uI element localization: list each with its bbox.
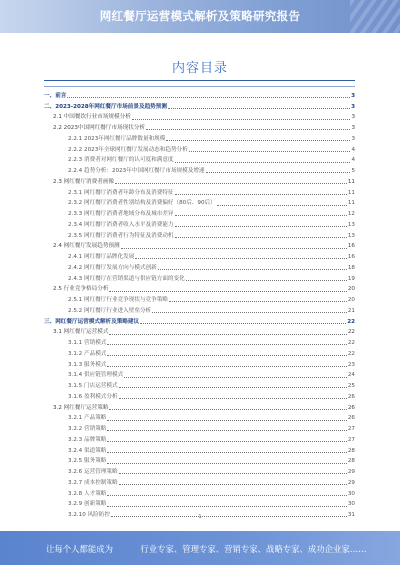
toc-entry-page: 31 — [347, 512, 355, 518]
toc-leader-dots — [217, 205, 347, 206]
toc-entry-title: 2.5 行业竞争格局分析 — [53, 286, 109, 293]
toc-entry-page: 26 — [347, 393, 355, 400]
page-footer — [0, 531, 400, 565]
toc-entry[interactable] — [44, 326, 355, 337]
toc-entry-title: 3.1.2 产品模式 — [68, 350, 107, 357]
toc-entry-page: 22 — [347, 329, 355, 336]
toc-entry[interactable] — [44, 283, 355, 294]
toc-entry-page: 11 — [347, 189, 355, 196]
toc-entry-page: 25 — [347, 383, 355, 389]
toc-leader-dots — [175, 215, 347, 216]
toc-leader-dots — [175, 237, 347, 238]
toc-entry[interactable] — [44, 121, 355, 132]
toc-entry-page: 30 — [347, 490, 355, 497]
toc-entry-page: 3 — [351, 125, 355, 131]
toc-entry-page: 26 — [347, 415, 355, 422]
toc-entry[interactable] — [44, 164, 355, 175]
toc-entry-page: 3 — [351, 135, 355, 142]
toc-entry-page: 28 — [347, 447, 355, 454]
table-of-contents — [44, 89, 355, 519]
toc-entry[interactable] — [44, 379, 355, 390]
toc-entry[interactable] — [44, 250, 355, 261]
toc-entry-page: 18 — [347, 264, 355, 271]
toc-entry-title: 2.3.2 网红餐厅消费者性别结构及消费偏好（80后、90后） — [68, 200, 216, 207]
toc-entry[interactable] — [44, 347, 355, 358]
toc-entry-title: 2.3.4 网红餐厅消费者收入水平及消费能力 — [68, 221, 174, 228]
toc-entry-page: 11 — [347, 200, 355, 207]
toc-entry[interactable] — [44, 498, 355, 509]
toc-entry[interactable] — [44, 261, 355, 272]
toc-entry-title: 3.1.4 供应链管理模式 — [68, 372, 124, 379]
toc-entry-title: 2.4 网红餐厅发展趋势预测 — [53, 243, 120, 250]
toc-entry-page: 3 — [351, 114, 355, 121]
toc-entry[interactable] — [44, 143, 355, 154]
toc-leader-dots — [107, 420, 346, 421]
toc-entry[interactable] — [44, 111, 355, 122]
toc-entry-title: 3.2.3 品牌策略 — [68, 436, 107, 443]
footer-slogan — [46, 543, 390, 555]
toc-entry-title: 2.1 中国餐饮行业市场规模分析 — [53, 114, 131, 121]
toc-entry-page: 21 — [347, 307, 355, 314]
toc-entry-title: 2.2 2023中国网红餐厅市场现状分析 — [53, 125, 146, 131]
toc-entry[interactable] — [44, 304, 355, 315]
toc-entry-page: 3 — [351, 92, 355, 99]
toc-entry[interactable] — [44, 186, 355, 197]
toc-leader-dots — [107, 452, 346, 453]
toc-entry-title: 3.2.5 服务策略 — [68, 458, 107, 465]
toc-entry-title: 3.2.2 营销策略 — [68, 426, 107, 432]
toc-entry-page: 13 — [347, 221, 355, 228]
toc-entry[interactable] — [44, 390, 355, 401]
toc-entry-title: 3.2 网红餐厅运营策略 — [53, 404, 109, 411]
toc-entry-title: 2.4.2 网红餐厅发展方向与模式创新 — [68, 264, 157, 271]
toc-entry[interactable] — [44, 412, 355, 423]
toc-entry-title: 3.1.1 营销模式 — [68, 340, 107, 346]
page-number: 1 — [198, 514, 202, 520]
toc-entry-title: 3.2.10 风险防控 — [68, 512, 110, 518]
toc-entry-title: 3.1.6 盈利模式分析 — [68, 393, 118, 400]
toc-entry-title: 3.2.4 渠道策略 — [68, 447, 107, 454]
toc-entry[interactable] — [44, 100, 355, 111]
toc-leader-dots — [107, 366, 346, 367]
toc-entry[interactable] — [44, 315, 355, 326]
toc-entry-title: 2.3.3 网红餐厅消费者地域分布及城市差异 — [68, 211, 174, 217]
toc-leader-dots — [107, 441, 346, 442]
toc-entry-title: 2.4.3 网红餐厅在营销渠道与供应链方面的变化 — [68, 275, 185, 282]
toc-leader-dots — [168, 108, 350, 109]
toc-entry-title: 3.1.5 门店运营模式 — [68, 383, 118, 389]
toc-entry-page: 29 — [347, 479, 355, 486]
toc-entry[interactable] — [44, 476, 355, 487]
toc-entry-title: 2.3.1 网红餐厅消费者年龄分布及消费特征 — [68, 189, 174, 196]
toc-entry-page: 23 — [347, 361, 355, 368]
footer-left-text: 让每个人都能成为 — [46, 544, 113, 554]
toc-entry-page: 27 — [347, 426, 355, 432]
toc-leader-dots — [135, 258, 347, 259]
toc-entry-page: 4 — [351, 157, 355, 164]
toc-entry-page: 24 — [347, 372, 355, 379]
toc-entry-page: 20 — [347, 297, 355, 303]
toc-entry[interactable] — [44, 229, 355, 240]
toc-entry-page: 5 — [351, 168, 355, 174]
toc-entry[interactable] — [44, 401, 355, 412]
toc-entry-page: 4 — [351, 146, 355, 153]
toc-leader-dots — [158, 269, 347, 270]
toc-entry[interactable] — [44, 369, 355, 380]
toc-top-rule — [44, 80, 355, 81]
toc-leader-dots — [109, 409, 346, 410]
toc-leader-dots — [109, 291, 346, 292]
page-header — [0, 0, 400, 33]
toc-leader-dots — [124, 377, 347, 378]
toc-entry-page: 13 — [347, 232, 355, 239]
toc-entry-title: 3.2.9 创新策略 — [68, 501, 107, 508]
toc-entry-title: 2.2.3 消费者对网红餐厅的认可度和满意度 — [68, 157, 174, 164]
toc-entry-page: 22 — [347, 350, 355, 357]
toc-leader-dots — [132, 119, 351, 120]
toc-entry-page: 3 — [351, 103, 355, 110]
toc-leader-dots — [119, 473, 347, 474]
toc-leader-dots — [109, 334, 346, 335]
toc-entry-page: 27 — [347, 436, 355, 443]
toc-leader-dots — [175, 162, 351, 163]
toc-entry-page: 22 — [347, 340, 355, 346]
toc-entry-title: 三、网红餐厅运营模式解析及策略建议 — [44, 318, 140, 325]
toc-entry[interactable] — [44, 358, 355, 369]
toc-entry-title: 二、2023-2028年网红餐厅市场前景及趋势预测 — [44, 103, 167, 110]
toc-entry-page: 16 — [347, 243, 355, 250]
toc-entry-page: 29 — [347, 469, 355, 475]
toc-entry-title: 3.2.6 运营管理策略 — [68, 469, 118, 475]
toc-leader-dots — [169, 301, 347, 302]
toc-entry-title: 3.1 网红餐厅运营模式 — [53, 329, 109, 336]
toc-entry-page: 19 — [347, 275, 355, 282]
toc-entry[interactable] — [44, 132, 355, 143]
toc-leader-dots — [119, 484, 347, 485]
toc-leader-dots — [107, 506, 346, 507]
toc-entry[interactable] — [44, 422, 355, 433]
toc-entry-title: 2.3.5 网红餐厅消费者行为特征及消费动机 — [68, 232, 174, 239]
toc-entry[interactable] — [44, 444, 355, 455]
toc-entry-title: 3.2.7 成本控制策略 — [68, 479, 118, 486]
toc-entry-page: 30 — [347, 501, 355, 508]
toc-entry[interactable] — [44, 433, 355, 444]
toc-entry-page: 20 — [347, 286, 355, 293]
toc-title: 内容目录 — [171, 61, 228, 76]
toc-entry[interactable] — [44, 240, 355, 251]
toc-entry-title: 2.5.2 网红餐厅行业进入壁垒分析 — [68, 307, 152, 314]
toc-entry-page: 12 — [347, 211, 355, 217]
toc-leader-dots — [107, 344, 346, 345]
toc-entry[interactable] — [44, 154, 355, 165]
toc-entry[interactable] — [44, 89, 355, 100]
toc-entry-page: 26 — [347, 404, 355, 411]
toc-leader-dots — [119, 387, 347, 388]
toc-entry[interactable] — [44, 175, 355, 186]
toc-leader-dots — [146, 129, 350, 130]
toc-entry-page: 16 — [347, 254, 355, 260]
toc-leader-dots — [175, 226, 347, 227]
toc-sub-rule — [44, 86, 355, 87]
toc-entry-title: 2.2.2 2023年全球网红餐厅发展动态和趋势分析 — [68, 146, 188, 153]
toc-entry-page: 28 — [347, 458, 355, 465]
toc-entry[interactable] — [44, 218, 355, 229]
report-title: 网红餐厅运营模式解析及策略研究报告 — [99, 9, 301, 23]
toc-leader-dots — [189, 151, 351, 152]
footer-right-text: 行业专家、管理专家、营销专家、战略专家、成功企业家…… — [140, 544, 367, 554]
toc-entry[interactable] — [44, 293, 355, 304]
toc-leader-dots — [166, 140, 350, 141]
toc-leader-dots — [186, 280, 347, 281]
toc-entry-title: 3.2.1 产品策略 — [68, 415, 107, 422]
toc-leader-dots — [206, 172, 351, 173]
toc-entry-title: 2.4.1 网红餐厅品牌化发展 — [68, 254, 135, 260]
toc-leader-dots — [107, 495, 346, 496]
toc-entry[interactable] — [44, 455, 355, 466]
toc-entry[interactable] — [44, 336, 355, 347]
toc-entry[interactable] — [44, 197, 355, 208]
toc-leader-dots — [115, 183, 347, 184]
toc-leader-dots — [107, 355, 346, 356]
toc-leader-dots — [140, 323, 346, 324]
toc-entry-page: 11 — [347, 178, 355, 185]
toc-leader-dots — [119, 398, 347, 399]
toc-entry[interactable] — [44, 207, 355, 218]
toc-leader-dots — [67, 97, 350, 98]
toc-entry-title: 2.2.1 2023年网红餐厅品牌数量和规模 — [68, 135, 166, 142]
toc-entry-page: 22 — [347, 318, 355, 325]
toc-entry-title: 3.1.3 服务模式 — [68, 361, 107, 368]
toc-entry[interactable] — [44, 272, 355, 283]
toc-entry-title: 2.2.4 趋势分析：2023年中国网红餐厅市场规模及增速 — [68, 168, 205, 174]
toc-entry-title: 3.2.8 人才策略 — [68, 490, 107, 497]
toc-leader-dots — [107, 430, 346, 431]
toc-entry-title: 一、前言 — [44, 92, 67, 99]
toc-leader-dots — [175, 194, 347, 195]
toc-leader-dots — [121, 248, 347, 249]
toc-entry-title: 2.5.1 网红餐厅行业竞争现状与竞争策略 — [68, 297, 168, 303]
toc-leader-dots — [152, 312, 347, 313]
toc-entry[interactable] — [44, 465, 355, 476]
toc-leader-dots — [107, 463, 346, 464]
toc-entry-title: 2.3 网红餐厅消费者画像 — [53, 178, 115, 185]
toc-entry[interactable] — [44, 487, 355, 498]
